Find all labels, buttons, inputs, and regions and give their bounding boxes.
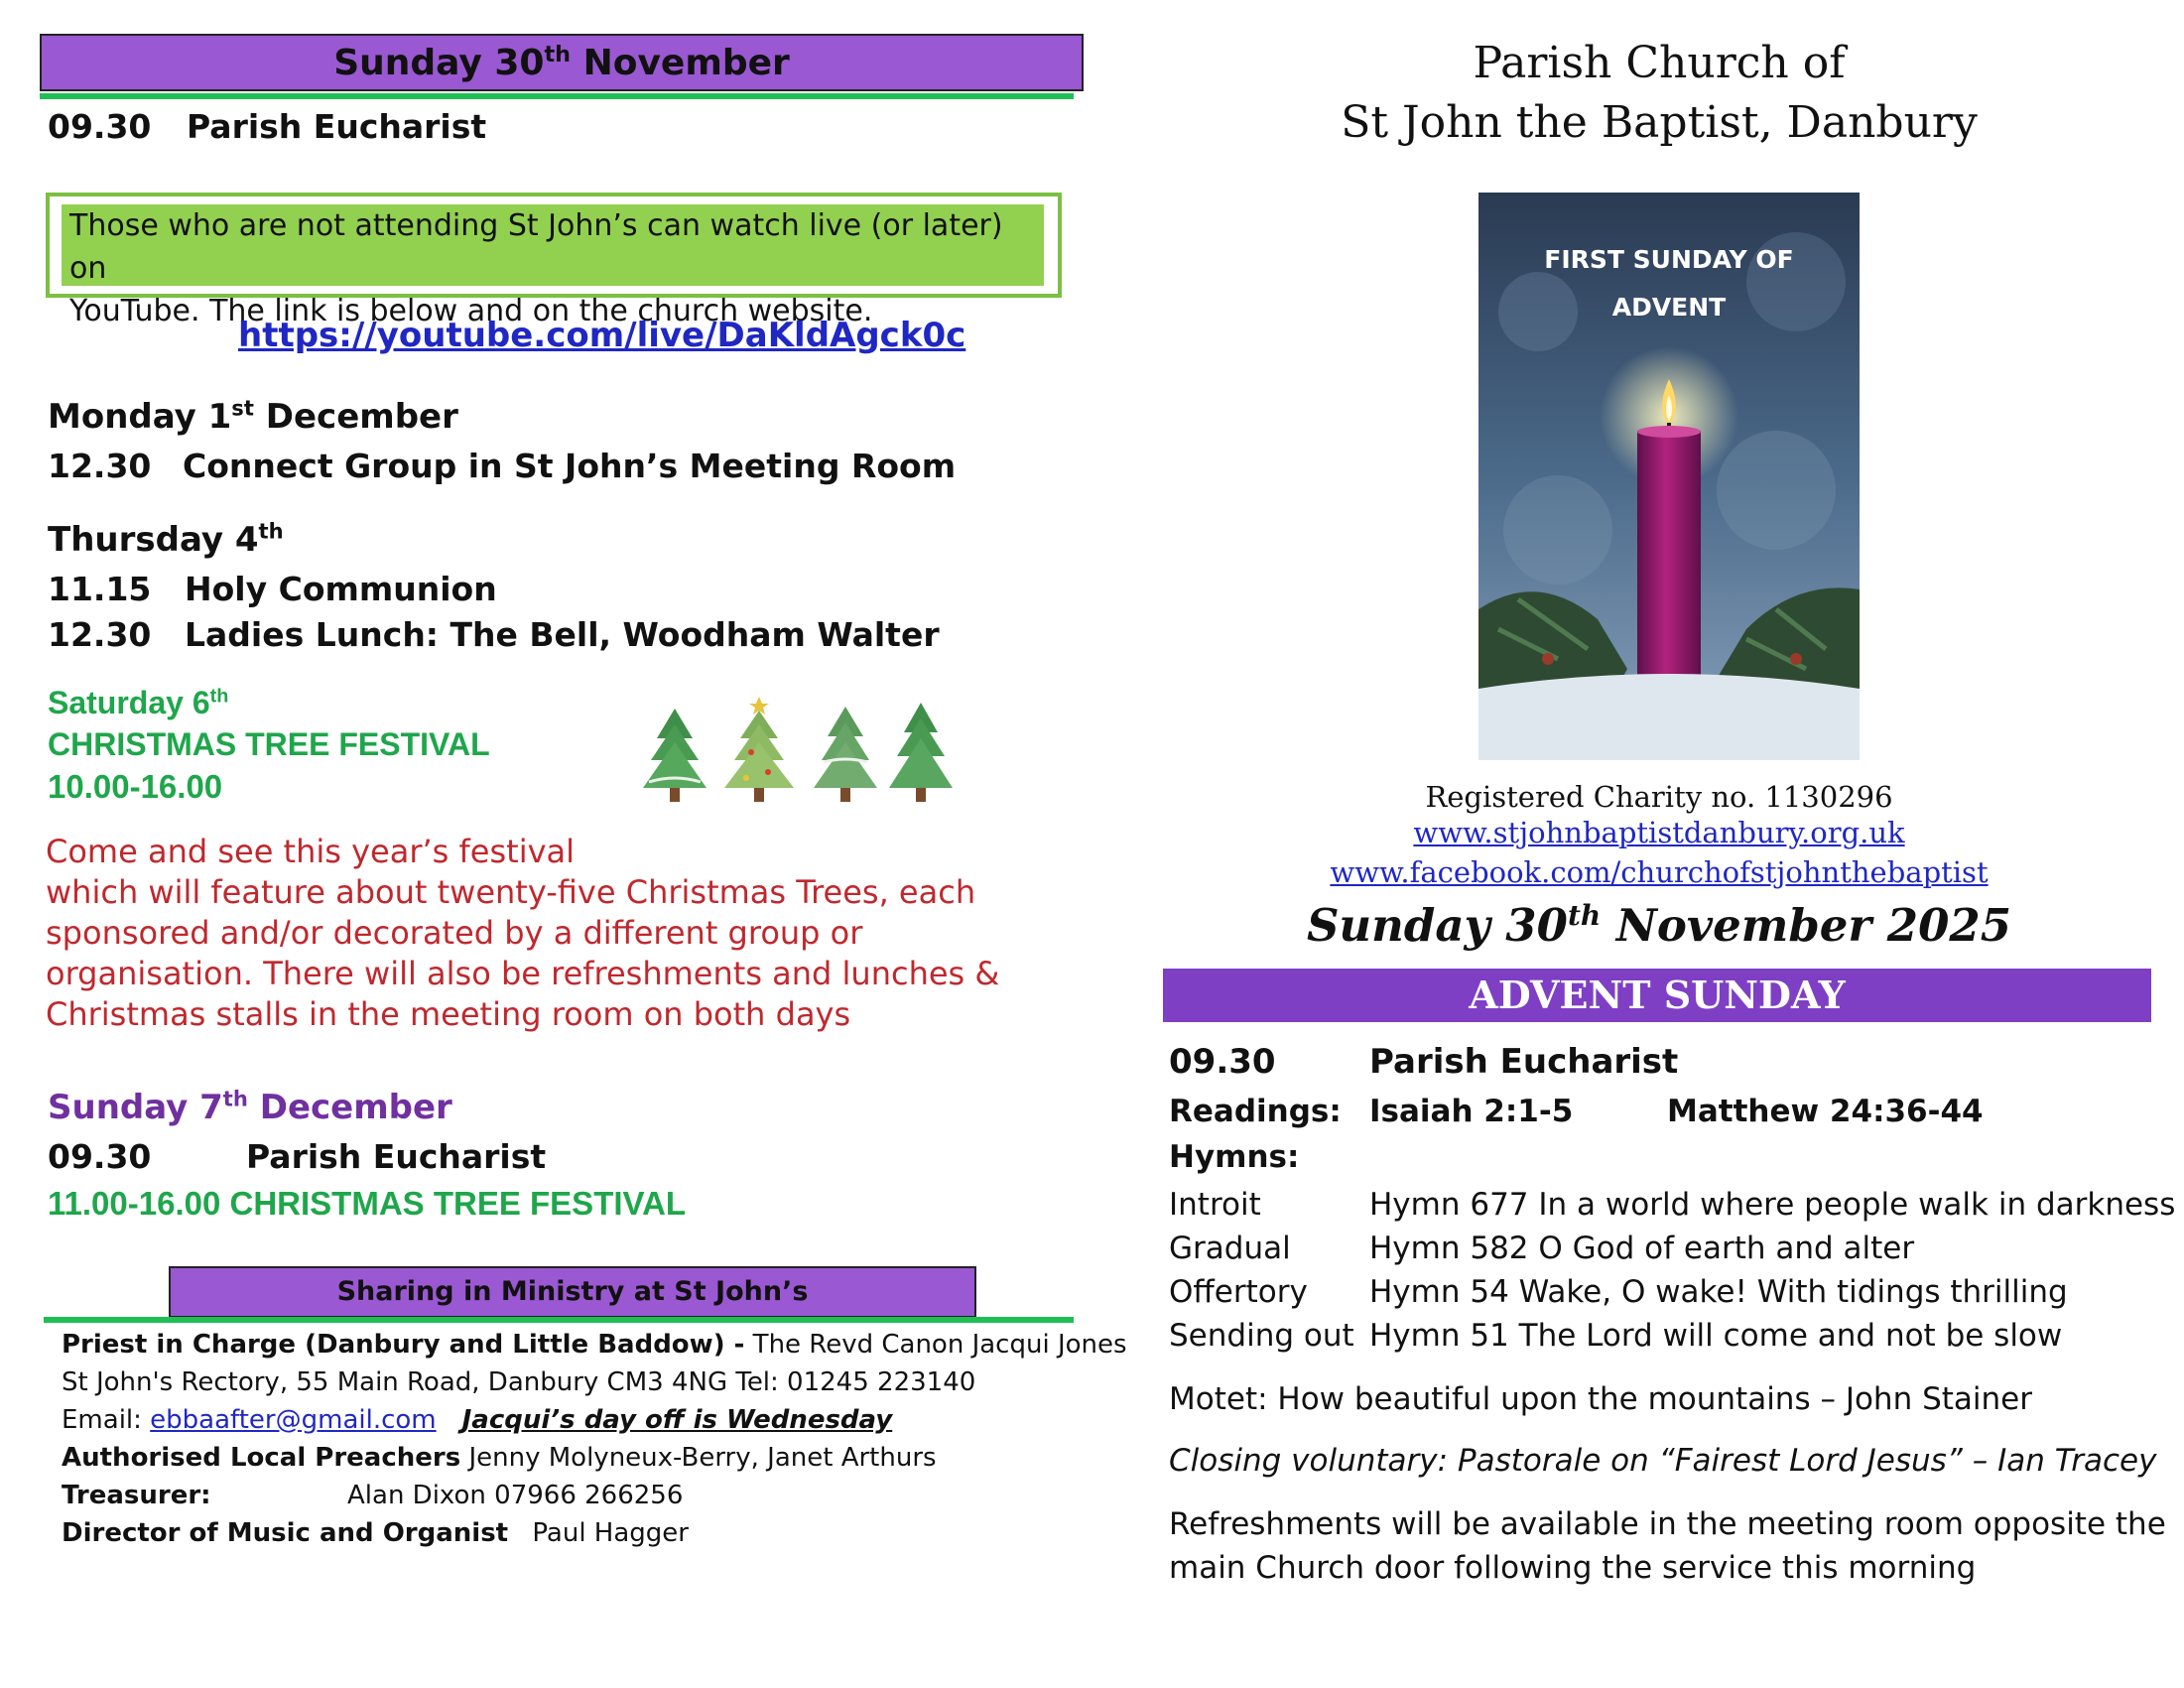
motet: Motet: How beautiful upon the mountains – John Stainer xyxy=(1169,1381,2032,1417)
header-rule xyxy=(40,93,1074,99)
thursday-event-2: Ladies Lunch: The Bell, Woodham Walter xyxy=(185,615,940,654)
main-service-time: 09.30 xyxy=(1169,1042,1276,1082)
service-time: 09.30 xyxy=(48,107,152,146)
sunday7-event: Parish Eucharist xyxy=(246,1137,547,1176)
thursday-day: Thursday 4 xyxy=(48,520,259,560)
monday-sup: st xyxy=(231,395,254,421)
thursday-heading xyxy=(48,520,284,560)
cover-text-2: ADVENT xyxy=(1611,293,1727,322)
sunday7-month: December xyxy=(259,1088,452,1127)
priest-label: Priest in Charge (Danbury and Little Baddow) - xyxy=(62,1330,745,1360)
cover-text-1: FIRST SUNDAY OF xyxy=(1544,245,1794,274)
hymn-row xyxy=(1169,1274,2068,1310)
service-event: Parish Eucharist xyxy=(187,107,487,146)
thursday-time-1: 11.15 xyxy=(48,570,152,608)
hymn-title: Hymn 51 The Lord will come and not be slow xyxy=(1369,1318,2063,1354)
notice-text xyxy=(62,204,1044,328)
readings-label: Readings: xyxy=(1169,1094,1342,1129)
readings-row xyxy=(1169,1094,1984,1129)
sunday-header xyxy=(40,34,1084,91)
hymn-title: Hymn 677 In a world where people walk in darkness xyxy=(1369,1187,2176,1223)
cover-caption xyxy=(1478,236,1860,331)
festival-title: CHRISTMAS TREE FESTIVAL xyxy=(48,726,490,762)
treasurer-line xyxy=(62,1481,684,1510)
festival-description xyxy=(46,832,1038,1035)
email-line xyxy=(62,1405,892,1435)
festival-line-3: sponsored and/or decorated by a different group or xyxy=(46,914,863,952)
sunday7-row xyxy=(48,1137,1040,1181)
advent-sunday-banner: ADVENT SUNDAY xyxy=(1163,969,2151,1022)
monday-heading xyxy=(48,397,458,437)
date-sup: th xyxy=(1567,899,1602,932)
festival-line-5: Christmas stalls in the meeting room on both days xyxy=(46,995,851,1033)
sunday7-sup: th xyxy=(222,1086,248,1111)
main-service-event: Parish Eucharist xyxy=(1369,1042,1679,1082)
facebook-link[interactable]: www.facebook.com/churchofstjohnthebaptist xyxy=(1330,855,1989,889)
festival-hours: 10.00-16.00 xyxy=(48,768,223,805)
saturday-day: Saturday 6 xyxy=(48,685,210,720)
christmas-tree-icon xyxy=(635,705,714,808)
header-month: November xyxy=(582,43,790,83)
hymn-slot: Gradual xyxy=(1169,1231,1291,1266)
ministry-header: Sharing in Ministry at St John’s xyxy=(169,1266,976,1318)
monday-month: December xyxy=(265,397,458,437)
notice-line-2: YouTube. The link is below and on the church website. xyxy=(69,294,873,328)
monday-event: Connect Group in St John’s Meeting Room xyxy=(183,447,957,485)
priest-name: The Revd Canon Jacqui Jones xyxy=(744,1330,1127,1360)
music-name: Paul Hagger xyxy=(532,1518,689,1548)
hymns-label: Hymns: xyxy=(1169,1139,1300,1175)
preachers-names: Jenny Molyneux-Berry, Janet Arthurs xyxy=(460,1443,937,1473)
hymn-row xyxy=(1169,1231,1915,1266)
ministry-rule xyxy=(44,1317,1074,1323)
refreshments-line-1: Refreshments will be available in the meeting room opposite the xyxy=(1169,1506,2166,1542)
email-link[interactable]: ebbaafter@gmail.com xyxy=(150,1405,437,1435)
sunday7-festival: 11.00-16.00 CHRISTMAS TREE FESTIVAL xyxy=(48,1185,687,1222)
sunday7-time: 09.30 xyxy=(48,1137,152,1176)
website-link-wrap xyxy=(1163,816,2155,849)
thursday-sup: th xyxy=(258,518,284,544)
hymn-title: Hymn 54 Wake, O wake! With tidings thrilling xyxy=(1369,1274,2068,1310)
hymn-slot: Introit xyxy=(1169,1187,1261,1223)
header-day: Sunday 30 xyxy=(333,43,545,83)
festival-line-4: organisation. There will also be refreshments and lunches & xyxy=(46,955,1000,992)
saturday-sup: th xyxy=(209,685,229,708)
christmas-tree-icon xyxy=(806,703,885,808)
notice-line-1: Those who are not attending St John’s can watch live (or later) on xyxy=(69,208,1003,286)
church-title-line-2: St John the Baptist, Danbury xyxy=(1341,97,1978,148)
sunday7-day: Sunday 7 xyxy=(48,1088,223,1127)
day-off-note: Jacqui’s day off is Wednesday xyxy=(461,1405,893,1435)
main-service-row xyxy=(1169,1042,1679,1082)
service-date xyxy=(1163,899,2155,952)
preachers-label: Authorised Local Preachers xyxy=(62,1443,461,1473)
date-day: Sunday 30 xyxy=(1306,899,1568,952)
address-line: St John's Rectory, 55 Main Road, Danbury CM3 4NG Tel: 01245 223140 xyxy=(62,1367,976,1397)
sunday7-heading xyxy=(48,1088,452,1127)
closing-voluntary: Closing voluntary: Pastorale on “Fairest Lord Jesus” – Ian Tracey xyxy=(1169,1443,2157,1479)
priest-line xyxy=(62,1330,1127,1360)
reading-first: Isaiah 2:1-5 xyxy=(1369,1094,1574,1129)
music-label: Director of Music and Organist xyxy=(62,1518,509,1548)
first-service-row xyxy=(48,107,643,151)
hymn-row xyxy=(1169,1187,2176,1223)
treasurer-name: Alan Dixon 07966 266256 xyxy=(347,1481,684,1510)
hymn-slot: Sending out xyxy=(1169,1318,1354,1354)
monday-time: 12.30 xyxy=(48,447,152,485)
treasurer-label: Treasurer: xyxy=(62,1481,211,1510)
email-label: Email: xyxy=(62,1405,151,1435)
church-title-line-1: Parish Church of xyxy=(1473,38,1846,88)
website-link[interactable]: www.stjohnbaptistdanbury.org.uk xyxy=(1413,816,1905,849)
reading-second: Matthew 24:36-44 xyxy=(1667,1094,1984,1129)
thursday-time-2: 12.30 xyxy=(48,615,152,654)
festival-line-2: which will feature about twenty-five Christmas Trees, each xyxy=(46,873,976,911)
thursday-row-1 xyxy=(48,570,1040,613)
monday-row xyxy=(48,447,1040,490)
date-rest: November 2025 xyxy=(1615,899,2012,952)
saturday-heading xyxy=(48,685,228,721)
charity-number: Registered Charity no. 1130296 xyxy=(1425,780,1893,814)
thursday-event-1: Holy Communion xyxy=(185,570,497,608)
preachers-line xyxy=(62,1443,937,1473)
music-line xyxy=(62,1518,689,1548)
festival-line-1: Come and see this year’s festival xyxy=(46,833,576,870)
christmas-tree-icon xyxy=(716,697,802,808)
thursday-row-2 xyxy=(48,615,1040,659)
youtube-link[interactable]: https://youtube.com/live/DaKldAgck0c xyxy=(238,316,966,355)
hymn-slot: Offertory xyxy=(1169,1274,1308,1310)
hymn-title: Hymn 582 O God of earth and alter xyxy=(1369,1231,1915,1266)
header-sup: th xyxy=(544,42,572,67)
monday-day: Monday 1 xyxy=(48,397,232,437)
hymn-row xyxy=(1169,1318,2063,1354)
facebook-link-wrap xyxy=(1163,855,2155,889)
refreshments-line-2: main Church door following the service this morning xyxy=(1169,1550,1977,1586)
advent-cover-image xyxy=(1478,193,1860,760)
christmas-tree-icon xyxy=(883,701,959,808)
